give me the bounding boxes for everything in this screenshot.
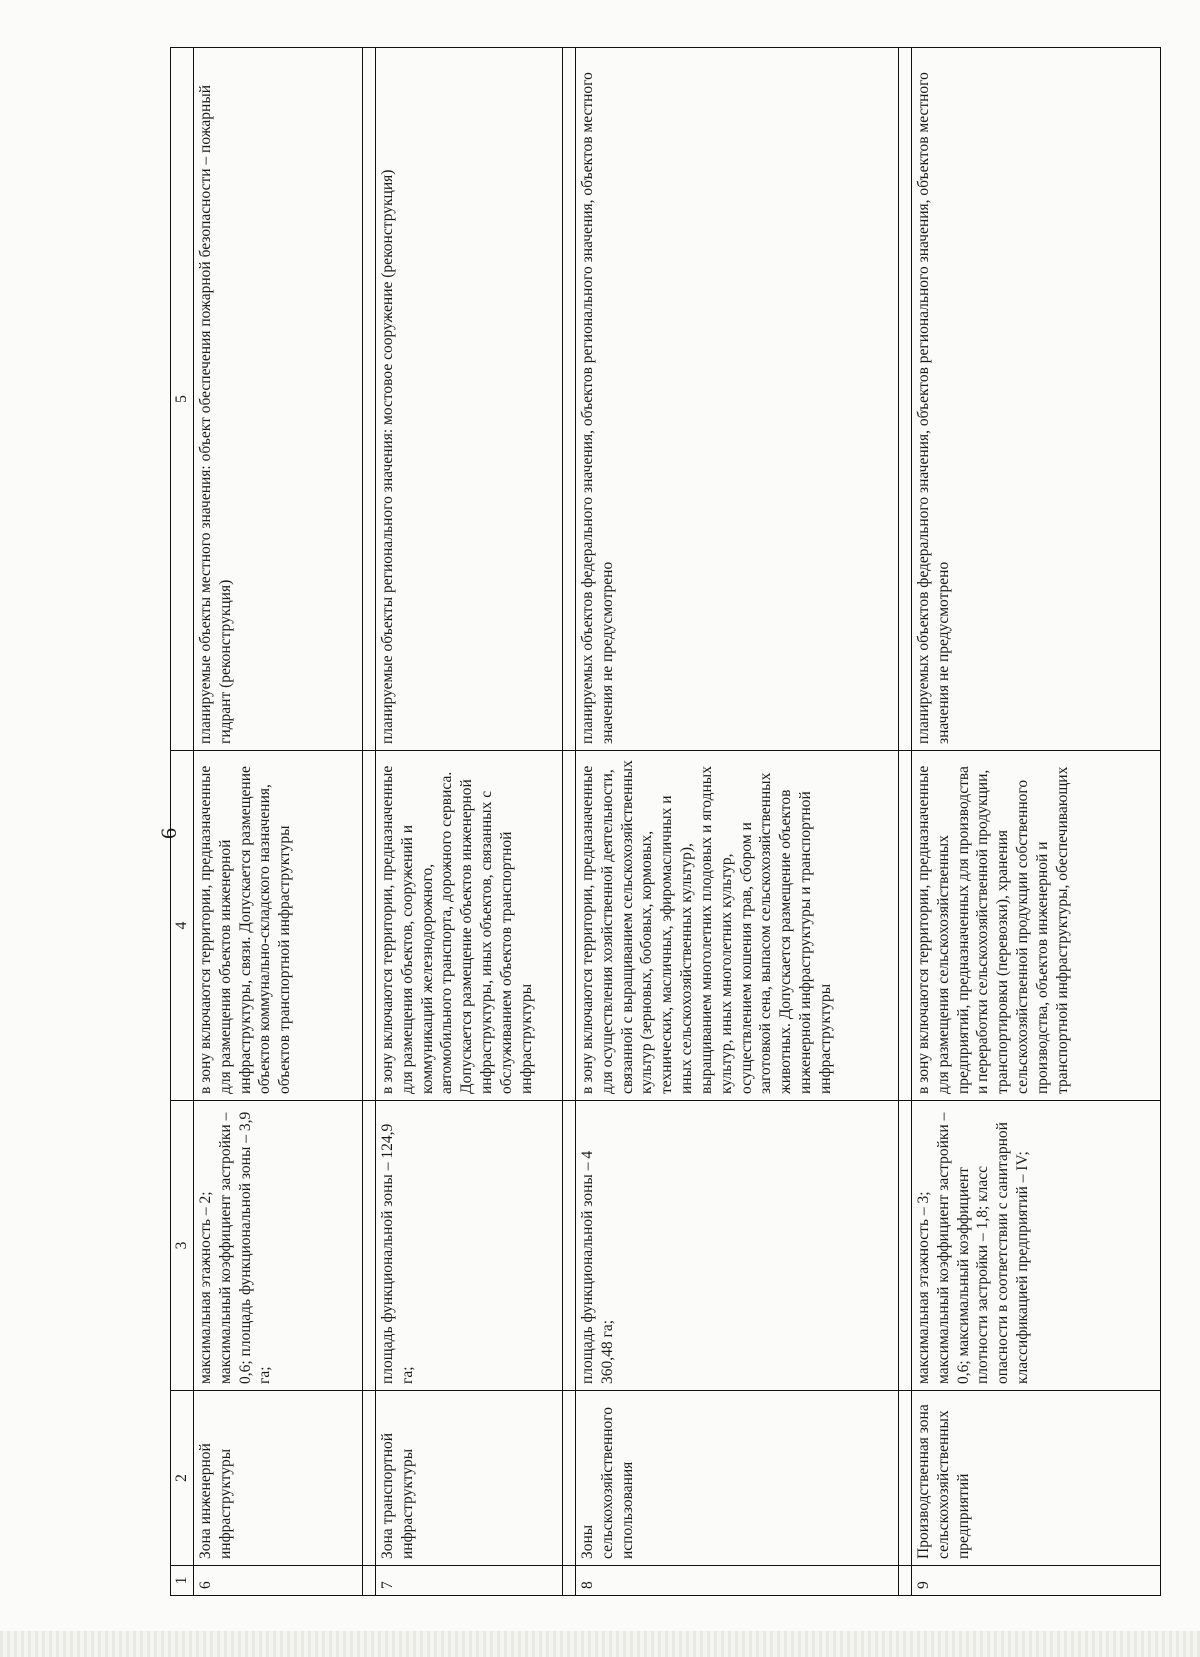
zone-description: в зону включаются территории, предназначенные для размещения объектов, сооружений и коммуникаций железнодорожного, автомобильного транспорта, дорожного сервиса. Допускается размещение объектов инженерной инфраструктуры, иных объектов, связанных с обслуживанием объектов транспортной инфраструктуры (376, 751, 563, 1101)
zone-description: в зону включаются территории, предназначенные для размещения объектов инженерной инфраструктуры, связи. Допускается размещение объектов коммунально-складского назначения, объектов транспортной инфраструктуры (194, 751, 363, 1101)
row-number: 9 (912, 1566, 1161, 1596)
zones-table (170, 47, 1161, 1596)
zone-parameters: площадь функциональной зоны – 124,9 га; (376, 1101, 563, 1391)
zone-name: Производственная зона сельскохозяйственных предприятий (912, 1391, 1161, 1566)
zone-parameters: максимальная этажность – 3; максимальный коэффициент застройки – 0,6; максимальный коэффициент плотности застройки – 1,8; класс опасности в соответствии с санитарной классификацией предприятий – IV; (912, 1101, 1161, 1391)
zone-description: в зону включаются территории, предназначенные для осуществления хозяйственной деятельности, связанной с выращиванием сельскохозяйственных культур (зерновых, бобовых, кормовых, технических, масличных, эфиромасличных и иных сельскохозяйственных культур), выращиванием многолетних плодовых и ягодных культур, иных многолетних культур, осуществлением кошения трав, сбором и заготовкой сена, выпасом сельскохозяйственных животных. Допускается размещение объектов инженерной инфраструктуры и транспортной инфраструктуры (576, 751, 899, 1101)
column-header-1: 1 (171, 1566, 194, 1596)
column-header-5: 5 (171, 48, 194, 751)
planned-objects: планируемых объектов федерального значения, объектов регионального значения, объектов местного значения не предусмотрено (912, 48, 1161, 751)
table-row (912, 48, 1161, 1596)
table-header-row (171, 48, 194, 1596)
row-separator (363, 48, 376, 1596)
zone-name: Зоны сельскохозяйственного использования (576, 1391, 899, 1566)
rotated-page-content (170, 48, 1200, 1596)
planned-objects: планируемые объекты местного значения: объект обеспечения пожарной безопасности – пожарный гидрант (реконструкция) (194, 48, 363, 751)
zone-name: Зона инженерной инфраструктуры (194, 1391, 363, 1566)
zone-parameters: площадь функциональной зоны – 4 360,48 га; (576, 1101, 899, 1391)
column-header-2: 2 (171, 1391, 194, 1566)
row-separator (899, 48, 912, 1596)
zone-parameters: максимальная этажность – 2; максимальный коэффициент застройки – 0,6; площадь функциональной зоны – 3,9 га; (194, 1101, 363, 1391)
zone-description: в зону включаются территории, предназначенные для размещения сельскохозяйственных предприятий, предназначенных для производства и переработки сельскохозяйственной продукции, транспортировки (перевозки), хранения сельскохозяйственной продукции собственного производства, объектов инженерной и транспортной инфраструктуры, обеспечивающих (912, 751, 1161, 1101)
column-header-3: 3 (171, 1101, 194, 1391)
page-number: 6 (156, 828, 181, 839)
scan-edge (0, 1631, 1200, 1657)
row-number: 7 (376, 1566, 563, 1596)
column-header-4: 4 (171, 751, 194, 1101)
row-number: 6 (194, 1566, 363, 1596)
table-row (194, 48, 363, 1596)
zone-name: Зона транспортной инфраструктуры (376, 1391, 563, 1566)
table-row (376, 48, 563, 1596)
planned-objects: планируемые объекты регионального значения: мостовое сооружение (реконструкция) (376, 48, 563, 751)
row-separator (563, 48, 576, 1596)
planned-objects: планируемых объектов федерального значения, объектов регионального значения, объектов местного значения не предусмотрено (576, 48, 899, 751)
table-row (576, 48, 899, 1596)
row-number: 8 (576, 1566, 899, 1596)
